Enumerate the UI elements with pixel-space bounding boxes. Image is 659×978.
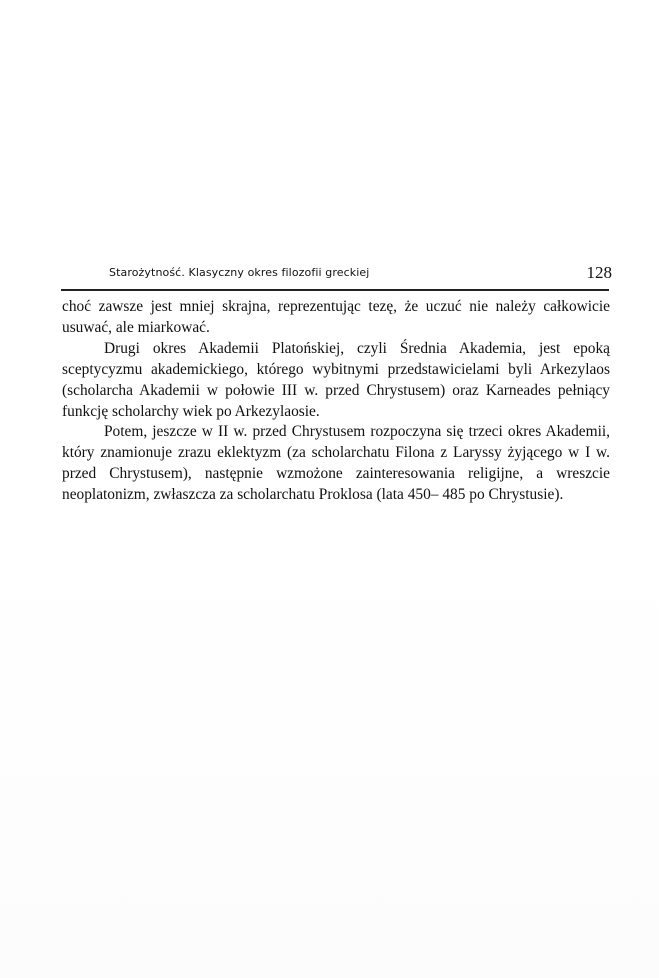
body-text <box>62 297 610 506</box>
header-rule <box>61 289 609 291</box>
paragraph-middle-academy: Drugi okres Akademii Platońskiej, czyli Średnia Akademia, jest epoką sceptycyzmu akademickiego, którego wybitnymi przedstawicielami byli Arkezylaos (scholarcha Akademii w połowie III w. przed Chrystusem) oraz Karneades pełniący funkcję scholarchy wiek po Arkezylaosie. <box>62 339 610 420</box>
paragraph-continuation: choć zawsze jest mniej skrajna, reprezentując tezę, że uczuć nie należy całkowicie usuwać, ale miarkować. <box>62 298 610 336</box>
running-title: Starożytność. Klasyczny okres filozofii greckiej <box>109 266 370 279</box>
running-head <box>64 263 612 287</box>
paragraph-third-period: Potem, jeszcze w II w. przed Chrystusem rozpoczyna się trzeci okres Akademii, który znamionuje zrazu eklektyzm (za scholarchatu Filona z Laryssy żyjącego w I w. przed Chrystusem), następnie wzmożone zainteresowania religijne, a wreszcie neoplatonizm, zwłaszcza za scholarchatu Proklosa (lata 450– 485 po Chrystusie). <box>62 423 610 504</box>
page-number: 128 <box>586 263 612 282</box>
